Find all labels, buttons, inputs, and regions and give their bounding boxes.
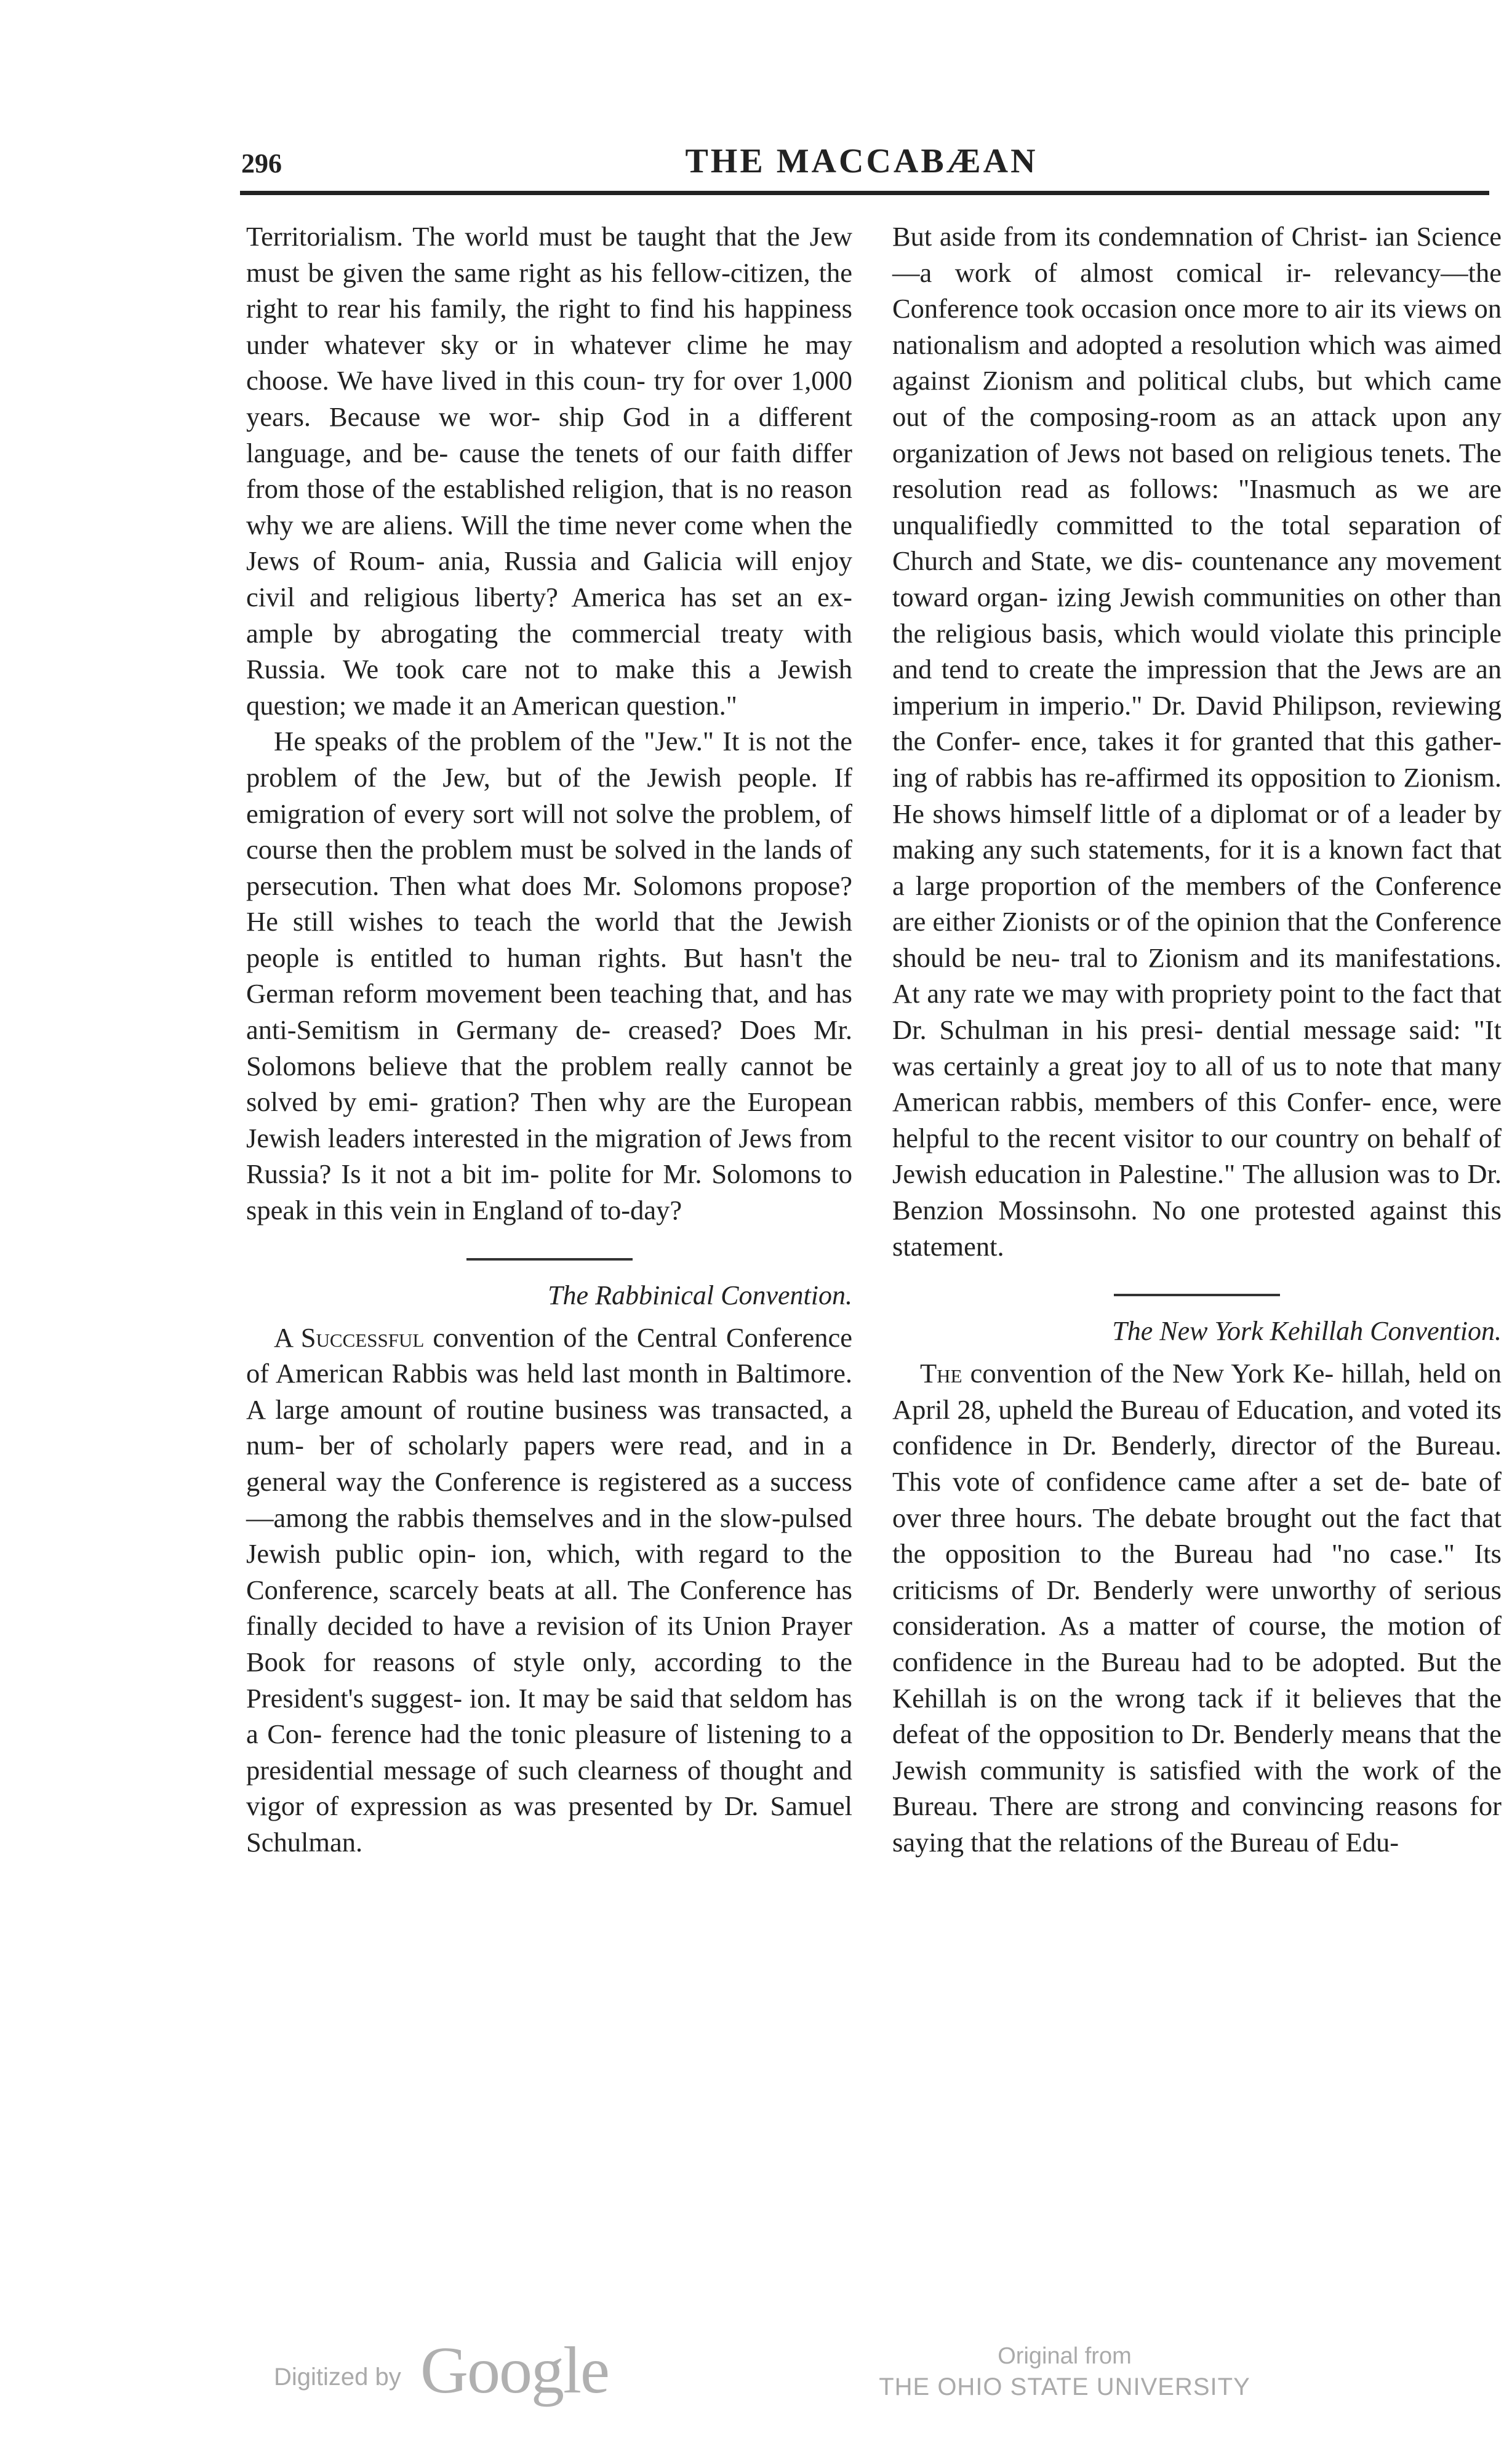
institution-name: THE OHIO STATE UNIVERSITY	[879, 2373, 1250, 2400]
rabbinical-convention-heading: The Rabbinical Convention.	[548, 1280, 852, 1310]
paragraph-lead-in: A Successful	[274, 1321, 425, 1353]
google-logo: Google	[420, 2334, 609, 2407]
right-paragraph-2-text: convention of the New York Ke- hillah, held on April 28, upheld the Bureau of Education, and voted its confidence in Dr. Benderly, director of the Bureau. This vote of confidence came after a set de- bate of over three hours. The debate brought out the fact that the opposition to the Bureau had "no case." Its criticisms of Dr. Benderly were unworthy of serious consideration. As a matter of course, the motion of confidence in the Bureau had to be adopted. But the Kehillah is on the wrong tack if it believes that the defeat of the opposition to Dr. Benderly means that the Jewish community is satisfied with the work of the Bureau. There are strong and convincing reasons for saying that the relations of the Bureau of Edu-	[892, 1358, 1502, 1858]
section-divider	[1114, 1294, 1280, 1296]
digitized-by-label: Digitized by	[274, 2364, 401, 2391]
left-paragraph-2: He speaks of the problem of the "Jew." It is not the problem of the Jew, but of the Jewish people. If emigration of every sort will not solve the problem, of course then the problem must be solved in the lands of persecution. Then what does Mr. Solomons propose? He still wishes to teach the world that the Jewish people is entitled to human rights. But hasn't the German reform movement been teaching that, and has anti-Semitism in Germany de- creased? Does Mr. Solomons believe that the problem really cannot be solved by emi- gration? Then why are the European Jewish leaders interested in the migration of Jews from Russia? Is it not a bit im- polite for Mr. Solomons to speak in this vein in England of to-day?	[246, 726, 852, 1226]
section-divider	[466, 1258, 633, 1261]
right-column	[892, 219, 1502, 2311]
running-head	[240, 142, 1483, 191]
digitization-footer	[0, 2333, 1512, 2425]
left-paragraph-3	[246, 1320, 852, 1861]
right-paragraph-2	[892, 1355, 1502, 1860]
journal-title: THE MACCABÆAN	[685, 142, 1038, 180]
right-paragraph-1: But aside from its condemnation of Christ- ian Science—a work of almost comical ir- relevancy—the Conference took occasion once more to air its views on nationalism and adopted a resolution which was aimed against Zionism and political clubs, but which came out of the composing-room as an attack upon any organization of Jews not based on religious tenets. The resolution read as follows: "Inasmuch as we are unqualifiedly committed to the total separation of Church and State, we dis- countenance any movement toward organ- izing Jewish communities on other than the religious basis, which would violate this principle and tend to create the impression that the Jews are an imperium in imperio." Dr. David Philipson, reviewing the Confer- ence, takes it for granted that this gather- ing of rabbis has re-affirmed its opposition to Zionism. He shows himself little of a diplomat or of a leader by making any such statements, for it is a known fact that a large proportion of the members of the Conference are either Zionists or of the opinion that the Conference should be neu- tral to Zionism and its manifestations. At any rate we may with propriety point to the fact that Dr. Schulman in his presi- dential message said: "It was certainly a great joy to all of us to note that many American rabbis, members of this Confer- ence, were helpful to the recent visitor to our country on behalf of Jewish education in Palestine." The allusion was to Dr. Benzion Mossinsohn. No one protested against this statement.	[892, 221, 1502, 1262]
left-paragraph-1: Territorialism. The world must be taught that the Jew must be given the same right as his fellow-citizen, the right to rear his family, the right to find his happiness under whatever sky or in whatever clime he may choose. We have lived in this coun- try for over 1,000 years. Because we wor- ship God in a different language, and be- cause the tenets of our faith differ from those of the established religion, that is no reason why we are aliens. Will the time never come when the Jews of Roum- ania, Russia and Galicia will enjoy civil and religious liberty? America has set an ex- ample by abrogating the commercial treaty with Russia. We took care not to make this a Jewish question; we made it an American question."	[246, 221, 852, 721]
left-column	[246, 219, 852, 2311]
left-paragraph-3-text: convention of the Central Conference of American Rabbis was held last month in Baltimore. A large amount of routine business was transacted, a num- ber of scholarly papers were read, and in a general way the Conference is registered as a success—among the rabbis themselves and in the slow-pulsed Jewish public opin- ion, which, with regard to the Conference, scarcely beats at all. The Conference has finally decided to have a revision of its Union Prayer Book for reasons of style only, according to the President's suggest- ion. It may be said that seldom has a Con- ference had the tonic pleasure of listening to a presidential message of such clearness of thought and vigor of expression as was presented by Dr. Samuel Schulman.	[246, 1321, 853, 1858]
source-attribution	[862, 2341, 1268, 2403]
page-number: 296	[241, 148, 282, 178]
kehillah-convention-heading: The New York Kehillah Convention.	[1112, 1316, 1502, 1347]
header-rule	[240, 191, 1489, 195]
original-from-label: Original from	[998, 2343, 1132, 2369]
paragraph-lead-in: The	[920, 1358, 962, 1389]
